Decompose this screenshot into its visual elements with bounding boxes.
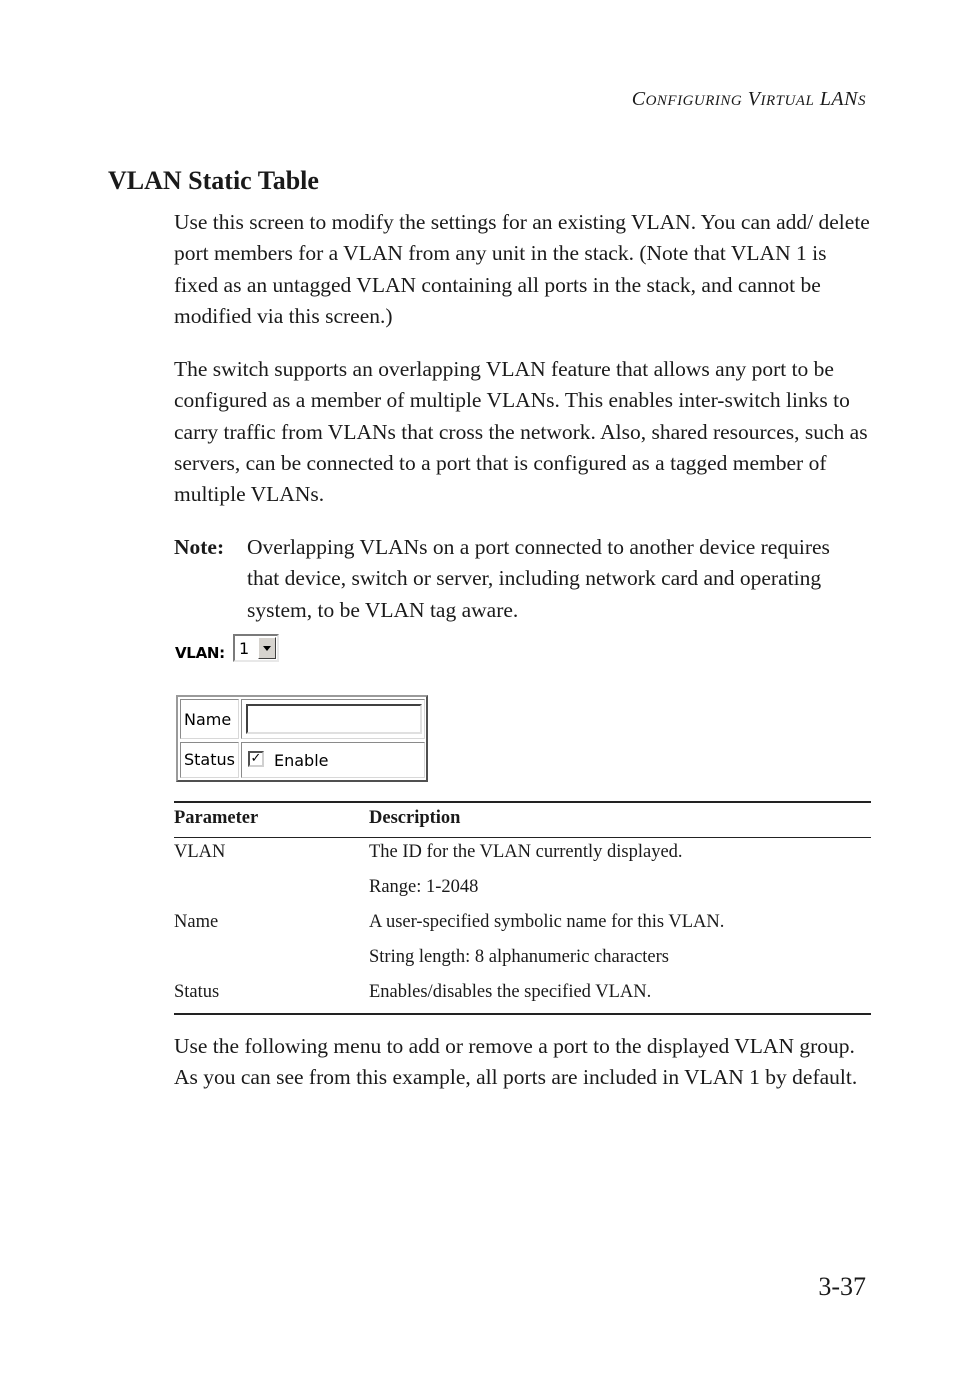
status-label: Status [184,750,235,769]
name-input[interactable] [246,704,422,734]
description-cell: A user-specified symbolic name for this VLAN. [369,912,725,932]
name-label-cell [180,699,239,739]
vlan-label: VLAN: [175,644,225,662]
vlan-select-value: 1 [239,639,250,658]
status-control-cell [241,742,425,778]
name-input-cell [241,699,425,739]
param-cell: VLAN [174,842,226,862]
enable-label: Enable [274,751,329,770]
table-header [174,803,871,838]
status-label-cell [180,742,239,778]
port-menu-paragraph: Use the following menu to add or remove a port to the displayed VLAN group. As you can see from this example, all ports are included in VLAN 1 by default. [174,1034,858,1090]
running-header: CONFIGURING VIRTUAL LANS [631,88,866,110]
parameter-table [174,801,871,1015]
table-row [174,838,871,908]
column-header-parameter: Parameter [174,808,259,828]
vlan-select[interactable] [233,634,279,662]
note-label: Note: [174,535,225,559]
vlan-settings-form [176,695,428,782]
description-cell: The ID for the VLAN currently displayed. [369,842,683,862]
name-label: Name [184,710,232,729]
page-number: 3-37 [818,1272,866,1301]
note-text: Overlapping VLANs on a port connected to another device requires that device, switch or server, including network card and operating system, to be VLAN tag aware. [247,535,830,622]
description-cell: Range: 1-2048 [369,877,479,897]
enable-checkbox[interactable]: ✓ [248,751,264,767]
description-cell: Enables/disables the specified VLAN. [369,982,652,1002]
param-cell: Name [174,912,219,932]
table-row [174,978,871,1013]
table-row [174,908,871,978]
chevron-down-icon[interactable] [258,637,276,659]
section-title: VLAN Static Table [108,166,319,195]
intro-paragraph: Use this screen to modify the settings for an existing VLAN. You can add/ delete port members for a VLAN from any unit in the stack. (Note that VLAN 1 is fixed as an untagged VLAN containing all ports in the stack, and cannot be modified via this screen.) [174,210,870,328]
column-header-description: Description [369,808,461,828]
description-cell: String length: 8 alphanumeric characters [369,947,670,967]
overlap-paragraph: The switch supports an overlapping VLAN feature that allows any port to be configured as a member of multiple VLANs. This enables inter-switch links to carry traffic from VLANs that cross the network. Also, shared resources, such as servers, can be connected to a port that is configured as a tagged member of multiple VLANs. [174,357,868,507]
param-cell: Status [174,982,220,1002]
